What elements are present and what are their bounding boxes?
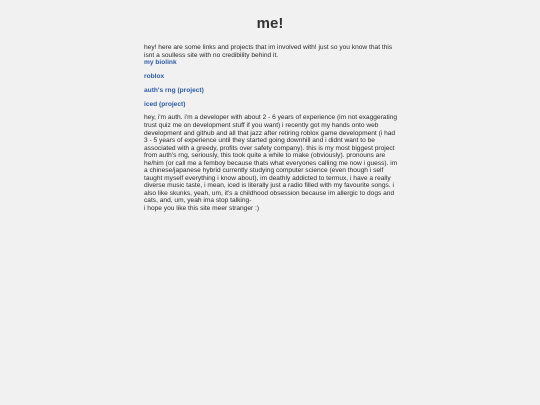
page-title: me! xyxy=(256,15,284,32)
about-text: hey, i'm auth. i'm a developer with about 2 - 6 years of experience (im not exaggerating trust quiz me on development stuff if you want) i recently got my hands onto web development and github and all that jazz after retiring roblox game development (i had 3 - 5 years of experience until they started going downhill and i didnt want to be associated with a greedy, profits over safety company). this is my most biggest project from auth's rng, seriously, this took quite a while to make (obviously). pronouns are he/him (or call me a femboy because thats what everyones calling me now i guess). im a chinese/japanese hybrid currently studying computer science (even though i self taught myself everything i know about), im deathly addicted to termux, i have a really diverse music taste, i mean, iced is literally just a radio filled with my favourite songs. i also like skunks, yeah, um, it's a childhood obsession because im allergic to dogs and cats, and, um, yeah ima stop talking- xyxy=(144,114,398,205)
link-auths-rng[interactable]: auth's rng (project) xyxy=(144,86,204,94)
main-content xyxy=(144,44,398,213)
outro-text: i hope you like this site meer stranger :) xyxy=(144,205,260,213)
intro-text: hey! here are some links and projects that im involved with! just so you know that this isnt a soulless site with no credibility behind it. xyxy=(144,44,393,59)
link-iced[interactable]: iced (project) xyxy=(144,100,186,108)
link-biolink[interactable]: my biolink xyxy=(144,59,177,67)
link-roblox[interactable]: roblox xyxy=(144,72,165,80)
